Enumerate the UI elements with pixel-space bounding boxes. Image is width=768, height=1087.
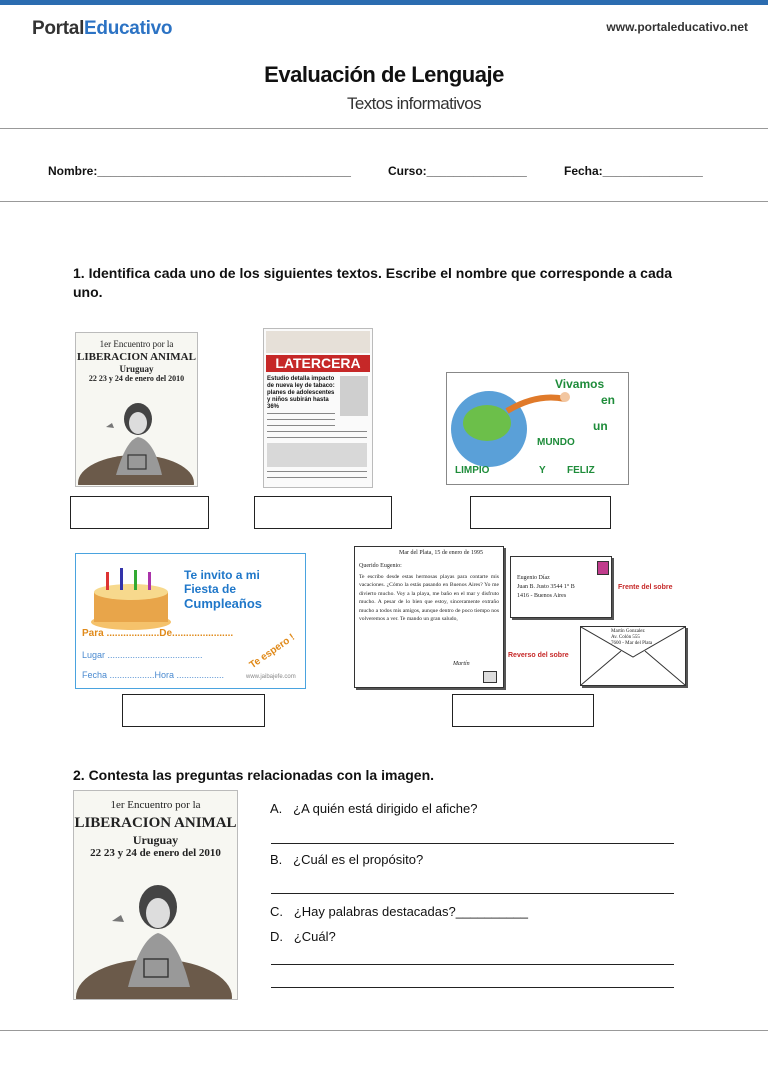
letter-image (354, 546, 688, 688)
girl-illustration-large (74, 863, 237, 999)
question-b-text: ¿Cuál es el propósito? (293, 852, 424, 867)
page-subtitle: Textos informativos (346, 94, 482, 113)
postage-stamp-icon (597, 561, 609, 575)
newspaper-masthead: LATERCERA (266, 355, 370, 372)
date-field[interactable]: Fecha:_______________ (564, 164, 703, 178)
invitation-para: Para ...................De...................... (82, 628, 234, 639)
answer-line-a[interactable] (271, 843, 674, 844)
environment-image (446, 372, 629, 485)
invitation-lugar: Lugar ...................................... (82, 650, 203, 660)
logo-part1: Portal (32, 18, 85, 39)
env-word-5: LIMPIO (455, 465, 490, 476)
answer-box-2[interactable] (254, 496, 392, 529)
answer-box-1[interactable] (70, 496, 209, 529)
envelope-name: Eugenio Díaz (517, 575, 550, 581)
logo (32, 18, 172, 40)
question-a-letter: A. (270, 801, 283, 816)
poster-line1: 1er Encuentro por la (99, 339, 174, 349)
front-label: Frente del sobre (618, 584, 673, 591)
invitation-fecha: Fecha ..................Hora ................... (82, 670, 225, 680)
question-d-text: ¿Cuál? (293, 929, 336, 944)
answer-box-4[interactable] (122, 694, 265, 727)
question-d-letter: D. (270, 929, 283, 944)
poster-large-line4: 22 23 y 24 de enero del 2010 (90, 847, 221, 859)
logo-part2: Educativo (84, 18, 173, 39)
invitation-line1: Te invito a mi (184, 568, 260, 582)
newspaper-bottom-photo (267, 443, 367, 467)
stamp-icon (483, 671, 497, 683)
site-url: www.portaleducativo.net (606, 20, 748, 34)
letter-page (354, 546, 504, 688)
question-c-text: ¿Hay palabras destacadas?__________ (293, 904, 529, 919)
poster-large-line3: Uruguay (132, 833, 179, 847)
env-word-6: Y (539, 465, 546, 476)
divider (0, 201, 768, 202)
question-c (270, 904, 528, 919)
invitation-line3: Cumpleaños (184, 596, 263, 611)
poster-line4: 22 23 y 24 de enero del 2010 (88, 374, 185, 383)
answer-line-d2[interactable] (271, 987, 674, 988)
env-word-7: FELIZ (567, 465, 595, 476)
envelope-back-name: Martín Gonzalez (611, 629, 645, 634)
letter-signature: Martín (453, 661, 470, 667)
letter-greeting: Querido Eugenio: (359, 563, 402, 569)
envelope-addr1: Juan B. Justo 3544 1° B (517, 584, 575, 590)
footer-divider (0, 1030, 768, 1031)
poster-image-large (73, 790, 238, 1000)
envelope-back-addr2: 7600 - Mar del Plata (611, 641, 653, 646)
newspaper-photo (340, 376, 368, 416)
girl-illustration (76, 385, 197, 485)
question-a (270, 801, 477, 816)
envelope-addr2: 1416 - Buenos Aires (517, 593, 567, 599)
newspaper-top-photos (266, 331, 370, 353)
question-a-text: ¿A quién está dirigido el afiche? (293, 801, 478, 816)
answer-box-5[interactable] (452, 694, 594, 727)
invitation-line2: Fiesta de (184, 582, 237, 596)
answer-line-d1[interactable] (271, 964, 674, 965)
question-d (270, 929, 336, 944)
divider (0, 128, 768, 129)
env-word-2: en (601, 393, 616, 407)
question-c-letter: C. (270, 904, 283, 919)
answer-line-b[interactable] (271, 893, 674, 894)
newspaper-headline: Estudio detalla impacto de nueva ley de tabaco: planes de adolescentes y niños subirán hasta 36% (267, 376, 335, 410)
cake-icon (86, 562, 176, 632)
answer-box-3[interactable] (470, 496, 611, 529)
question-1: 1. Identifica cada uno de los siguientes textos. Escribe el nombre que corresponde a cada uno. (73, 265, 673, 300)
envelope-back (580, 626, 686, 686)
question-b (270, 852, 423, 867)
envelope-back-addr1: Av. Colón 555 (611, 635, 640, 640)
newspaper-image (263, 328, 373, 488)
invitation-espero: Te espero ! (247, 631, 298, 672)
letter-date: Mar del Plata, 15 de enero de 1995 (399, 550, 483, 556)
poster-image (75, 332, 198, 487)
name-field[interactable]: Nombre:______________________________________ (48, 164, 351, 178)
top-bar (0, 0, 768, 5)
env-word-4: MUNDO (537, 437, 575, 448)
question-b-letter: B. (270, 852, 283, 867)
poster-line3: Uruguay (119, 364, 154, 374)
letter-body: Te escribo desde estas hermosas playas para contarte mis vacaciones. ¿Cómo la estás pasando en Buenos Aires? Yo me divierto mucho. Voy a la playa, me baño en el mar y disfruto mucho. A pesar de lo bien que estoy, sinceramente extraño mucho a todos mis amigos, aunque dentro de poco tiempo nos volveremos a ver. Te mando un gran saludo, (359, 574, 499, 623)
invitation-image (75, 553, 306, 689)
question-2: 2. Contesta las preguntas relacionadas con la imagen. (73, 767, 435, 783)
course-field[interactable]: Curso:_______________ (388, 164, 527, 178)
page-title: Evaluación de Lenguaje (264, 62, 504, 87)
env-word-3: un (593, 419, 608, 433)
poster-large-line1: 1er Encuentro por la (110, 799, 201, 811)
poster-large-line2: LIBERACION ANIMAL (74, 815, 237, 831)
back-label: Reverso del sobre (508, 652, 569, 659)
env-word-1: Vivamos (555, 377, 605, 391)
envelope-front (510, 556, 612, 618)
poster-line2: LIBERACION ANIMAL (77, 351, 196, 363)
invitation-site: www.jaibajefe.com (246, 674, 296, 680)
